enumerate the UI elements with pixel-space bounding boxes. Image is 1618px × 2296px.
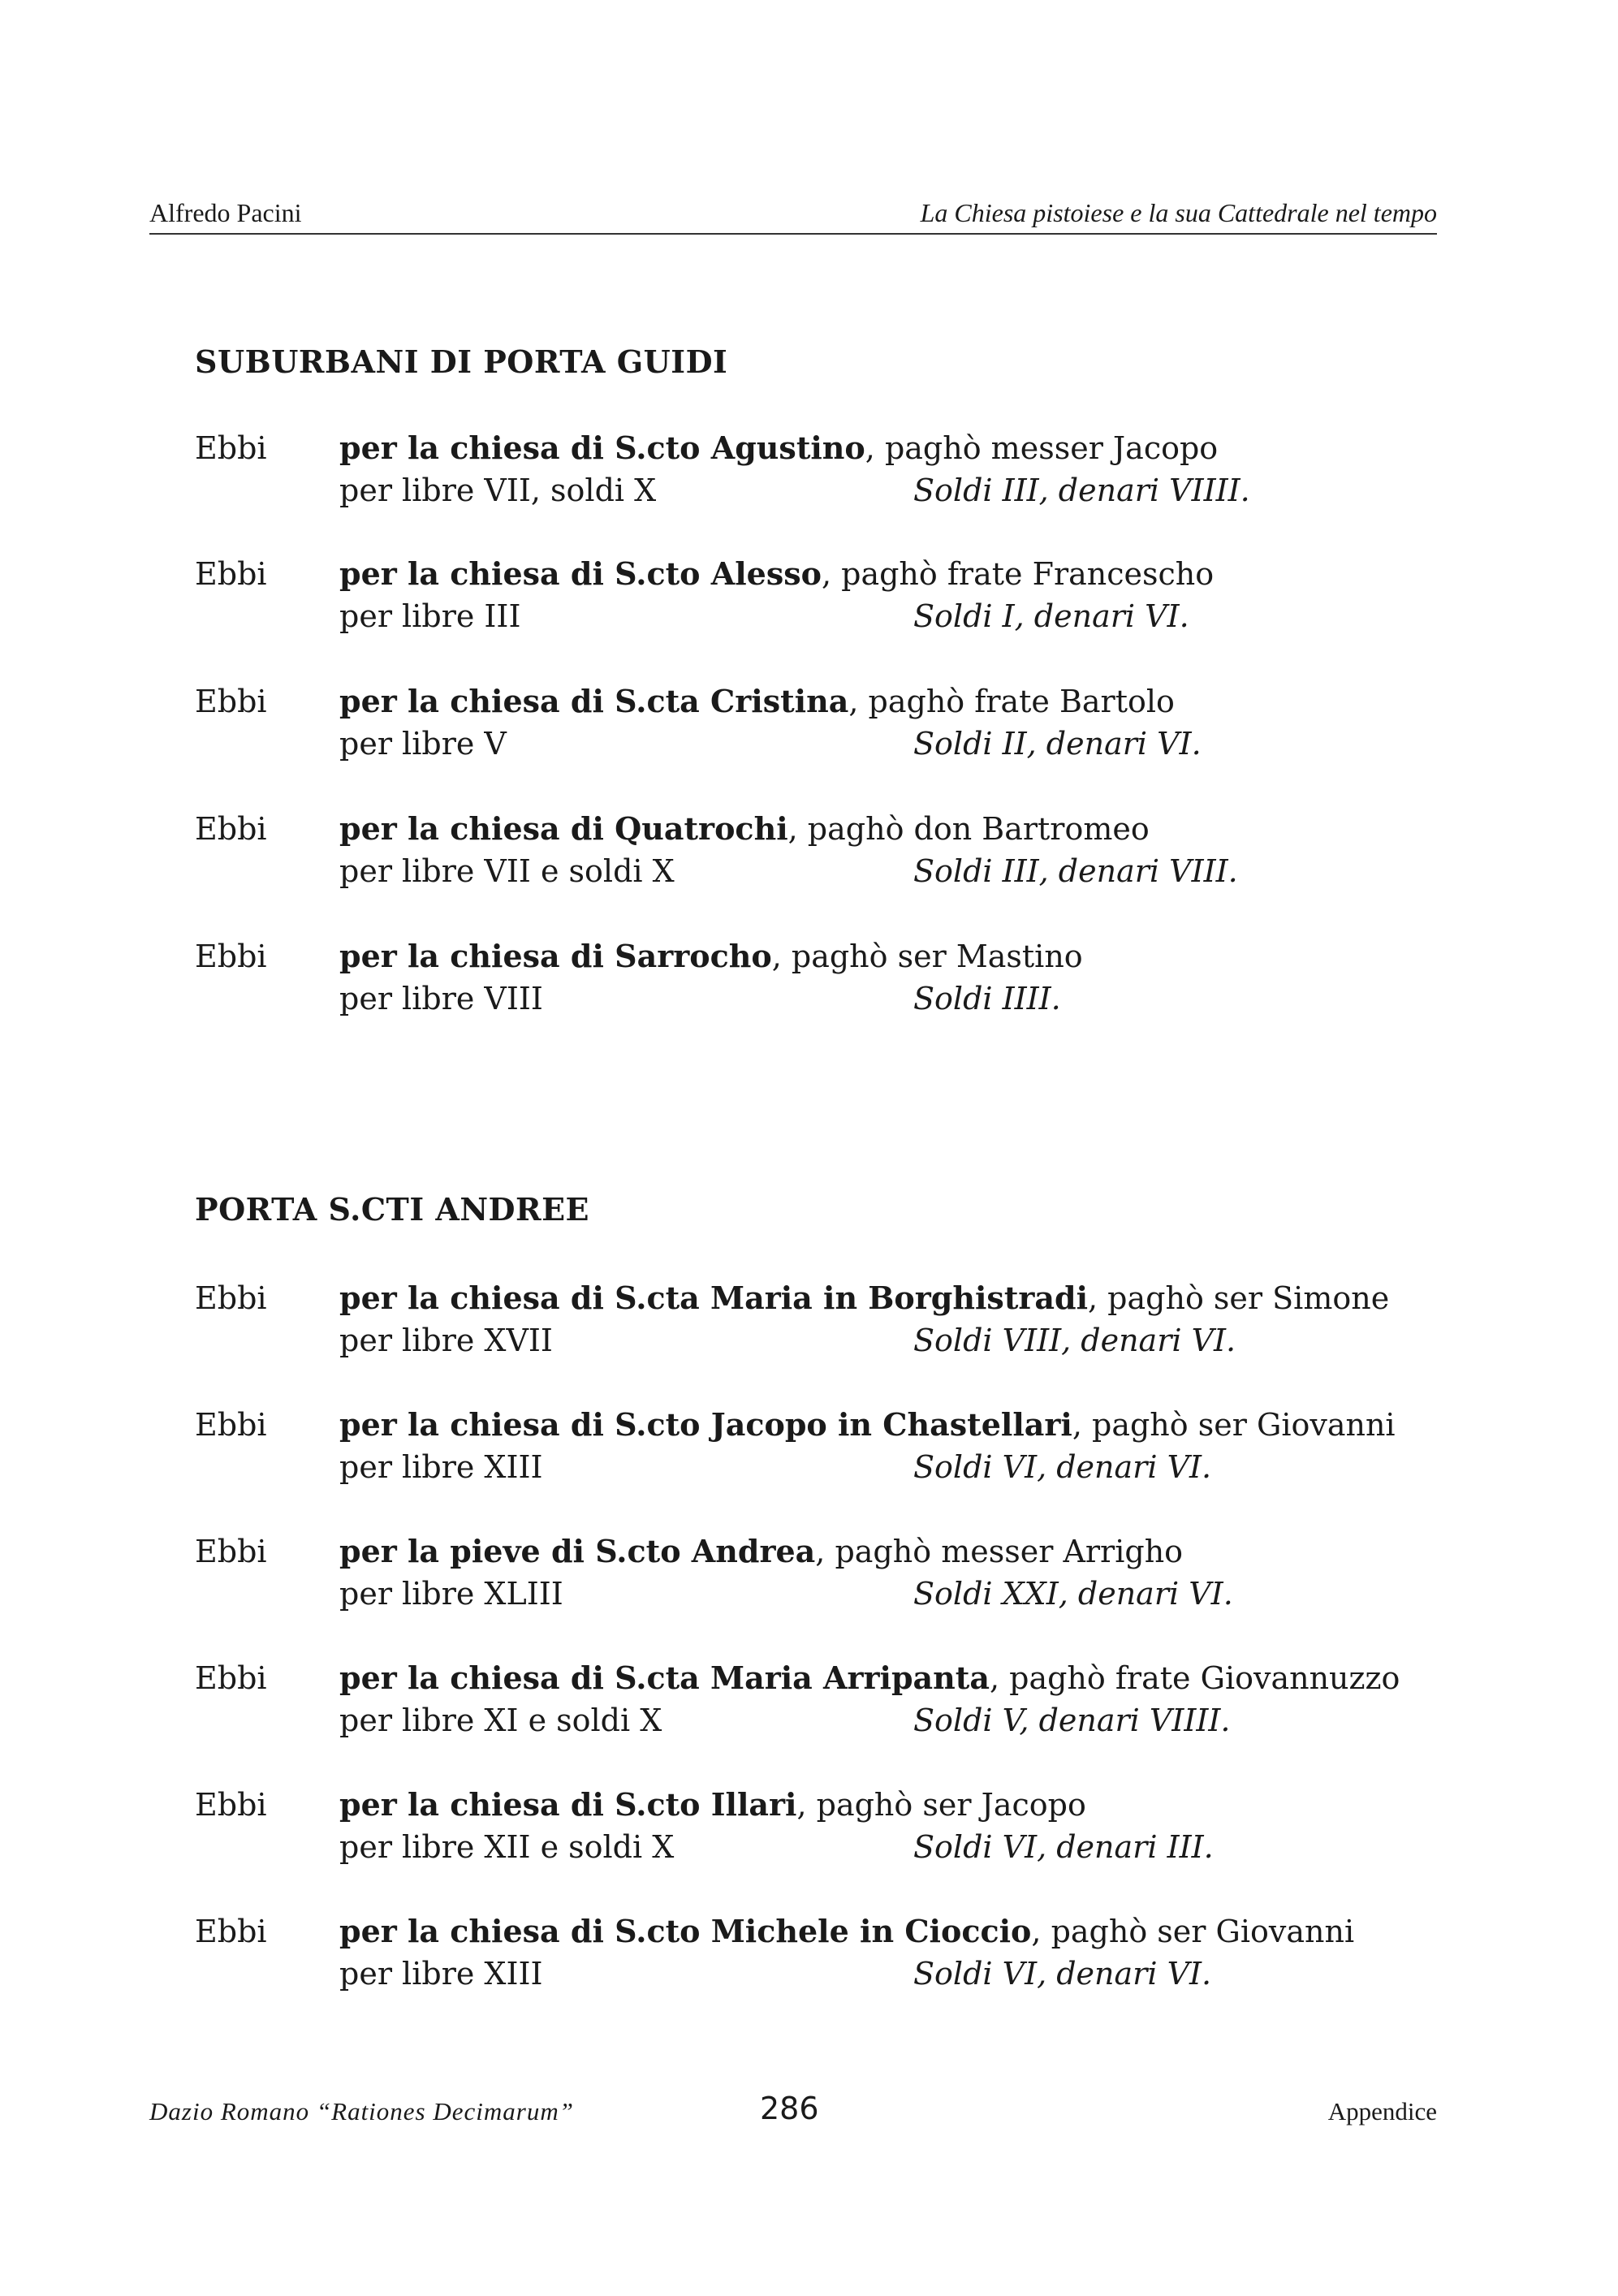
- entry-label: Ebbi: [195, 811, 267, 847]
- church-name: S.cta Maria Arripanta: [615, 1659, 990, 1696]
- entry-label: Ebbi: [195, 1407, 267, 1443]
- church-name: S.cto Alesso: [615, 555, 822, 592]
- entry-amount: Soldi IIII.: [913, 981, 1061, 1016]
- entry-prefix: per la chiesa di: [339, 1406, 615, 1443]
- entry-amount: Soldi I, denari VI.: [913, 598, 1189, 634]
- entry-description: [339, 808, 1150, 850]
- entry-amount: Soldi VI, denari VI.: [913, 1449, 1212, 1485]
- header-author: Alfredo Pacini: [149, 198, 302, 227]
- church-name: S.cta Maria in Borghistradi: [615, 1280, 1089, 1316]
- entry-libre: per libre XIII: [339, 1449, 543, 1485]
- entry-libre: per libre XII e soldi X: [339, 1829, 675, 1865]
- entry-amount: Soldi III, denari VIII.: [913, 853, 1238, 889]
- entry-libre: per libre V: [339, 726, 507, 762]
- entry-amount: Soldi II, denari VI.: [913, 726, 1202, 762]
- entry-prefix: per la chiesa di: [339, 1659, 615, 1696]
- entry-label: Ebbi: [195, 684, 267, 719]
- ledger-entry: [195, 808, 1461, 897]
- entry-payer: , paghò ser Jacopo: [796, 1787, 1086, 1823]
- entry-label: Ebbi: [195, 1914, 267, 1949]
- entry-payer: , paghò frate Giovannuzzo: [989, 1660, 1400, 1696]
- entry-libre: per libre VIII: [339, 981, 543, 1016]
- entry-label: Ebbi: [195, 1787, 267, 1823]
- entry-payer: , paghò ser Giovanni: [1072, 1407, 1396, 1443]
- entry-amount: Soldi V, denari VIIII.: [913, 1703, 1231, 1738]
- entry-prefix: per la pieve di: [339, 1533, 596, 1569]
- page-footer: [149, 2091, 1437, 2131]
- entry-libre: per libre VII e soldi X: [339, 853, 675, 889]
- entry-prefix: per la chiesa di: [339, 1913, 615, 1949]
- entry-description: [339, 1277, 1389, 1319]
- ledger-entry: [195, 427, 1461, 516]
- section-title: SUBURBANI DI PORTA GUIDI: [195, 343, 728, 380]
- entry-libre: per libre XLIII: [339, 1576, 563, 1612]
- ledger-entry: [195, 680, 1461, 770]
- entry-payer: , paghò frate Francescho: [821, 556, 1215, 592]
- entry-description: [339, 1404, 1396, 1446]
- ledger-entry: [195, 1657, 1461, 1746]
- entry-label: Ebbi: [195, 939, 267, 974]
- running-header: [149, 198, 1437, 235]
- entry-prefix: per la chiesa di: [339, 1786, 615, 1823]
- entry-description: [339, 935, 1083, 978]
- entry-prefix: per la chiesa di: [339, 810, 615, 847]
- entry-libre: per libre XVII: [339, 1323, 553, 1358]
- entry-payer: , paghò ser Simone: [1088, 1280, 1390, 1316]
- ledger-entry: [195, 1277, 1461, 1366]
- church-name: S.cto Michele in Cioccio: [615, 1913, 1032, 1949]
- entry-description: [339, 1657, 1400, 1699]
- section-title: PORTA S.CTI ANDREE: [195, 1191, 590, 1228]
- church-name: Sarrocho: [615, 938, 772, 974]
- entry-payer: , paghò don Bartromeo: [787, 811, 1150, 847]
- entry-description: [339, 680, 1175, 723]
- footer-section: Appendice: [1327, 2097, 1437, 2126]
- entry-payer: , paghò messer Arrigho: [815, 1534, 1184, 1569]
- entry-description: [339, 1784, 1086, 1826]
- entry-label: Ebbi: [195, 1534, 267, 1569]
- ledger-entry: [195, 553, 1461, 642]
- header-title: La Chiesa pistoiese e la sua Cattedrale nel tempo: [920, 198, 1437, 227]
- entry-prefix: per la chiesa di: [339, 938, 615, 974]
- ledger-entry: [195, 1404, 1461, 1493]
- entry-label: Ebbi: [195, 1660, 267, 1696]
- entry-label: Ebbi: [195, 430, 267, 466]
- entry-description: [339, 427, 1218, 469]
- entry-description: [339, 1910, 1354, 1953]
- church-name: Quatrochi: [615, 810, 788, 847]
- entry-prefix: per la chiesa di: [339, 555, 615, 592]
- entry-prefix: per la chiesa di: [339, 1280, 615, 1316]
- entry-label: Ebbi: [195, 1280, 267, 1316]
- ledger-entry: [195, 1530, 1461, 1620]
- entry-libre: per libre XI e soldi X: [339, 1703, 662, 1738]
- entry-prefix: per la chiesa di: [339, 683, 615, 719]
- church-name: S.cto Jacopo in Chastellari: [615, 1406, 1072, 1443]
- church-name: S.cta Cristina: [615, 683, 849, 719]
- entry-amount: Soldi VI, denari VI.: [913, 1956, 1212, 1992]
- entry-amount: Soldi III, denari VIIII.: [913, 473, 1250, 508]
- entry-description: [339, 1530, 1183, 1573]
- ledger-entry: [195, 935, 1461, 1025]
- ledger-entry: [195, 1910, 1461, 2000]
- entry-prefix: per la chiesa di: [339, 429, 615, 466]
- church-name: S.cto Andrea: [595, 1533, 816, 1569]
- entry-libre: per libre XIII: [339, 1956, 543, 1992]
- entry-payer: , paghò ser Mastino: [771, 939, 1083, 974]
- church-name: S.cto Agustino: [615, 429, 865, 466]
- page-number: 286: [760, 2091, 819, 2126]
- entry-amount: Soldi VIII, denari VI.: [913, 1323, 1236, 1358]
- entry-description: [339, 553, 1214, 595]
- entry-label: Ebbi: [195, 556, 267, 592]
- entry-libre: per libre III: [339, 598, 521, 634]
- entry-payer: , paghò messer Jacopo: [865, 430, 1219, 466]
- entry-amount: Soldi XXI, denari VI.: [913, 1576, 1233, 1612]
- entry-amount: Soldi VI, denari III.: [913, 1829, 1214, 1865]
- entry-libre: per libre VII, soldi X: [339, 473, 657, 508]
- entry-payer: , paghò frate Bartolo: [848, 684, 1175, 719]
- entry-payer: , paghò ser Giovanni: [1031, 1914, 1355, 1949]
- church-name: S.cto Illari: [615, 1786, 797, 1823]
- ledger-entry: [195, 1784, 1461, 1873]
- footer-source: Dazio Romano “Rationes Decimarum”: [149, 2097, 574, 2126]
